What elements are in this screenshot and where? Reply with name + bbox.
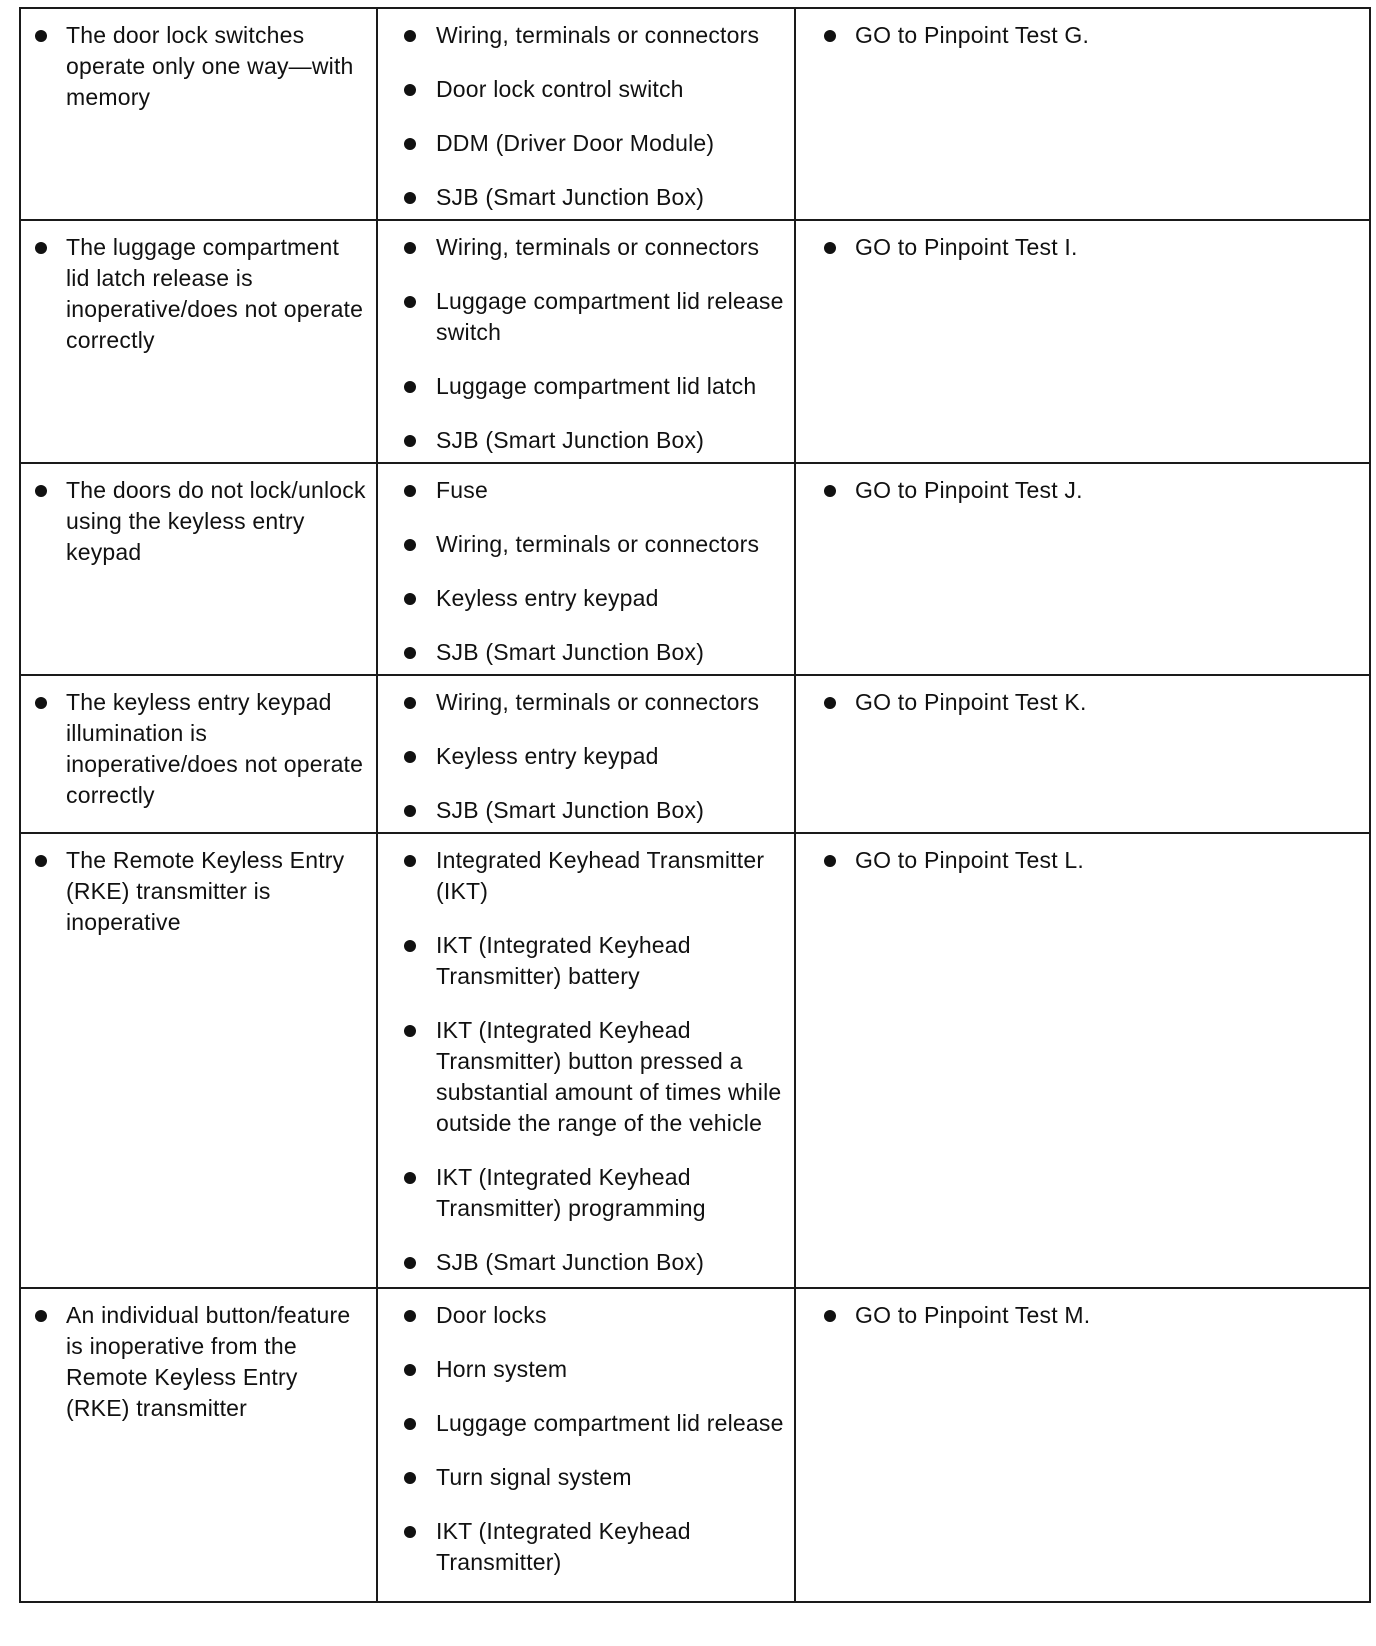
condition-cell — [20, 833, 377, 1288]
bullet-icon — [404, 1257, 416, 1269]
bullet-icon — [35, 855, 47, 867]
cause-item — [378, 583, 784, 614]
cause-text: IKT (Integrated Keyhead Transmitter) programming — [436, 1164, 706, 1221]
action-cell — [795, 8, 1370, 220]
table-row — [20, 833, 1370, 1288]
action-list — [796, 687, 1359, 718]
action-item — [796, 687, 1359, 718]
cause-list — [378, 232, 784, 456]
bullet-icon — [404, 1364, 416, 1376]
cause-text: IKT (Integrated Keyhead Transmitter) button pressed a substantial amount of times while outside the range of the vehicle — [436, 1017, 782, 1136]
condition-list — [21, 687, 366, 811]
cause-text: SJB (Smart Junction Box) — [436, 1249, 705, 1275]
condition-cell — [20, 463, 377, 675]
bullet-icon — [824, 242, 836, 254]
cause-item — [378, 128, 784, 159]
cause-item — [378, 1247, 784, 1278]
action-list — [796, 1300, 1359, 1331]
condition-text: An individual button/feature is inoperative from the Remote Keyless Entry (RKE) transmitter — [66, 1302, 351, 1421]
bullet-icon — [404, 1472, 416, 1484]
cause-text: Wiring, terminals or connectors — [436, 234, 760, 260]
cause-item — [378, 286, 784, 348]
action-list — [796, 475, 1359, 506]
cause-item — [378, 1516, 784, 1578]
bullet-icon — [404, 242, 416, 254]
cause-item — [378, 1354, 784, 1385]
bullet-icon — [404, 1526, 416, 1538]
cause-text: Wiring, terminals or connectors — [436, 22, 760, 48]
cause-item — [378, 20, 784, 51]
bullet-icon — [404, 1025, 416, 1037]
condition-item — [21, 475, 366, 568]
bullet-icon — [404, 485, 416, 497]
condition-item — [21, 20, 366, 113]
cause-text: Integrated Keyhead Transmitter (IKT) — [436, 847, 765, 904]
cause-text: Door locks — [436, 1302, 547, 1328]
bullet-icon — [824, 1310, 836, 1322]
action-item — [796, 20, 1359, 51]
bullet-icon — [35, 485, 47, 497]
cause-item — [378, 1162, 784, 1224]
bullet-icon — [824, 485, 836, 497]
condition-cell — [20, 1288, 377, 1602]
cause-text: DDM (Driver Door Module) — [436, 130, 715, 156]
cause-item — [378, 475, 784, 506]
cause-text: Door lock control switch — [436, 76, 684, 102]
cause-text: Keyless entry keypad — [436, 585, 659, 611]
bullet-icon — [404, 805, 416, 817]
condition-list — [21, 20, 366, 113]
cause-text: SJB (Smart Junction Box) — [436, 427, 705, 453]
condition-cell — [20, 220, 377, 463]
condition-item — [21, 687, 366, 811]
table-row — [20, 463, 1370, 675]
cause-text: Wiring, terminals or connectors — [436, 689, 760, 715]
action-text: GO to Pinpoint Test J. — [855, 477, 1083, 503]
bullet-icon — [404, 84, 416, 96]
condition-cell — [20, 675, 377, 833]
bullet-icon — [404, 30, 416, 42]
cause-item — [378, 74, 784, 105]
cause-text: SJB (Smart Junction Box) — [436, 797, 705, 823]
bullet-icon — [404, 751, 416, 763]
bullet-icon — [404, 940, 416, 952]
bullet-icon — [404, 647, 416, 659]
cause-text: Luggage compartment lid release switch — [436, 288, 784, 345]
possible-sources-cell — [377, 1288, 795, 1602]
action-cell — [795, 675, 1370, 833]
cause-text: Wiring, terminals or connectors — [436, 531, 760, 557]
condition-text: The luggage compartment lid latch release is inoperative/does not operate correctly — [66, 234, 364, 353]
condition-list — [21, 232, 366, 356]
action-text: GO to Pinpoint Test L. — [855, 847, 1084, 873]
cause-item — [378, 637, 784, 668]
possible-sources-cell — [377, 220, 795, 463]
cause-item — [378, 1300, 784, 1331]
bullet-icon — [35, 242, 47, 254]
cause-item — [378, 182, 784, 213]
action-item — [796, 232, 1359, 263]
bullet-icon — [824, 697, 836, 709]
cause-item — [378, 425, 784, 456]
cause-text: IKT (Integrated Keyhead Transmitter) — [436, 1518, 691, 1575]
action-cell — [795, 220, 1370, 463]
cause-item — [378, 371, 784, 402]
cause-text: IKT (Integrated Keyhead Transmitter) battery — [436, 932, 691, 989]
bullet-icon — [35, 697, 47, 709]
possible-sources-cell — [377, 833, 795, 1288]
bullet-icon — [404, 435, 416, 447]
condition-text: The Remote Keyless Entry (RKE) transmitter is inoperative — [66, 847, 345, 935]
bullet-icon — [404, 296, 416, 308]
cause-list — [378, 687, 784, 826]
possible-sources-cell — [377, 8, 795, 220]
bullet-icon — [404, 1310, 416, 1322]
bullet-icon — [404, 192, 416, 204]
cause-item — [378, 741, 784, 772]
cause-item — [378, 1408, 784, 1439]
action-cell — [795, 833, 1370, 1288]
action-list — [796, 20, 1359, 51]
cause-text: Fuse — [436, 477, 488, 503]
condition-text: The doors do not lock/unlock using the keyless entry keypad — [66, 477, 366, 565]
bullet-icon — [404, 855, 416, 867]
action-cell — [795, 463, 1370, 675]
possible-sources-cell — [377, 463, 795, 675]
possible-sources-cell — [377, 675, 795, 833]
action-cell — [795, 1288, 1370, 1602]
bullet-icon — [404, 1172, 416, 1184]
bullet-icon — [404, 697, 416, 709]
cause-text: Luggage compartment lid release — [436, 1410, 784, 1436]
condition-text: The keyless entry keypad illumination is inoperative/does not operate correctly — [66, 689, 364, 808]
action-text: GO to Pinpoint Test K. — [855, 689, 1087, 715]
table-row — [20, 8, 1370, 220]
condition-item — [21, 1300, 366, 1424]
action-list — [796, 232, 1359, 263]
cause-item — [378, 232, 784, 263]
cause-text: Horn system — [436, 1356, 568, 1382]
bullet-icon — [35, 1310, 47, 1322]
bullet-icon — [404, 1418, 416, 1430]
table-row — [20, 675, 1370, 833]
bullet-icon — [824, 30, 836, 42]
bullet-icon — [404, 381, 416, 393]
action-item — [796, 1300, 1359, 1331]
cause-list — [378, 845, 784, 1278]
cause-item — [378, 529, 784, 560]
table-row — [20, 1288, 1370, 1602]
action-list — [796, 845, 1359, 876]
cause-text: SJB (Smart Junction Box) — [436, 184, 705, 210]
cause-item — [378, 845, 784, 907]
condition-cell — [20, 8, 377, 220]
cause-list — [378, 475, 784, 668]
cause-list — [378, 1300, 784, 1578]
cause-text: Turn signal system — [436, 1464, 632, 1490]
condition-text: The door lock switches operate only one way—with memory — [66, 22, 354, 110]
cause-text: Luggage compartment lid latch — [436, 373, 757, 399]
cause-text: SJB (Smart Junction Box) — [436, 639, 705, 665]
cause-text: Keyless entry keypad — [436, 743, 659, 769]
condition-item — [21, 232, 366, 356]
action-text: GO to Pinpoint Test I. — [855, 234, 1078, 260]
cause-item — [378, 1015, 784, 1139]
action-text: GO to Pinpoint Test G. — [855, 22, 1090, 48]
bullet-icon — [404, 593, 416, 605]
bullet-icon — [404, 539, 416, 551]
table-row — [20, 220, 1370, 463]
condition-list — [21, 845, 366, 938]
action-text: GO to Pinpoint Test M. — [855, 1302, 1091, 1328]
bullet-icon — [35, 30, 47, 42]
condition-list — [21, 1300, 366, 1424]
action-item — [796, 845, 1359, 876]
cause-item — [378, 1462, 784, 1493]
bullet-icon — [824, 855, 836, 867]
condition-item — [21, 845, 366, 938]
bullet-icon — [404, 138, 416, 150]
cause-list — [378, 20, 784, 213]
cause-item — [378, 687, 784, 718]
table-body — [20, 8, 1370, 1602]
action-item — [796, 475, 1359, 506]
symptom-chart-table — [19, 7, 1371, 1603]
cause-item — [378, 795, 784, 826]
cause-item — [378, 930, 784, 992]
condition-list — [21, 475, 366, 568]
